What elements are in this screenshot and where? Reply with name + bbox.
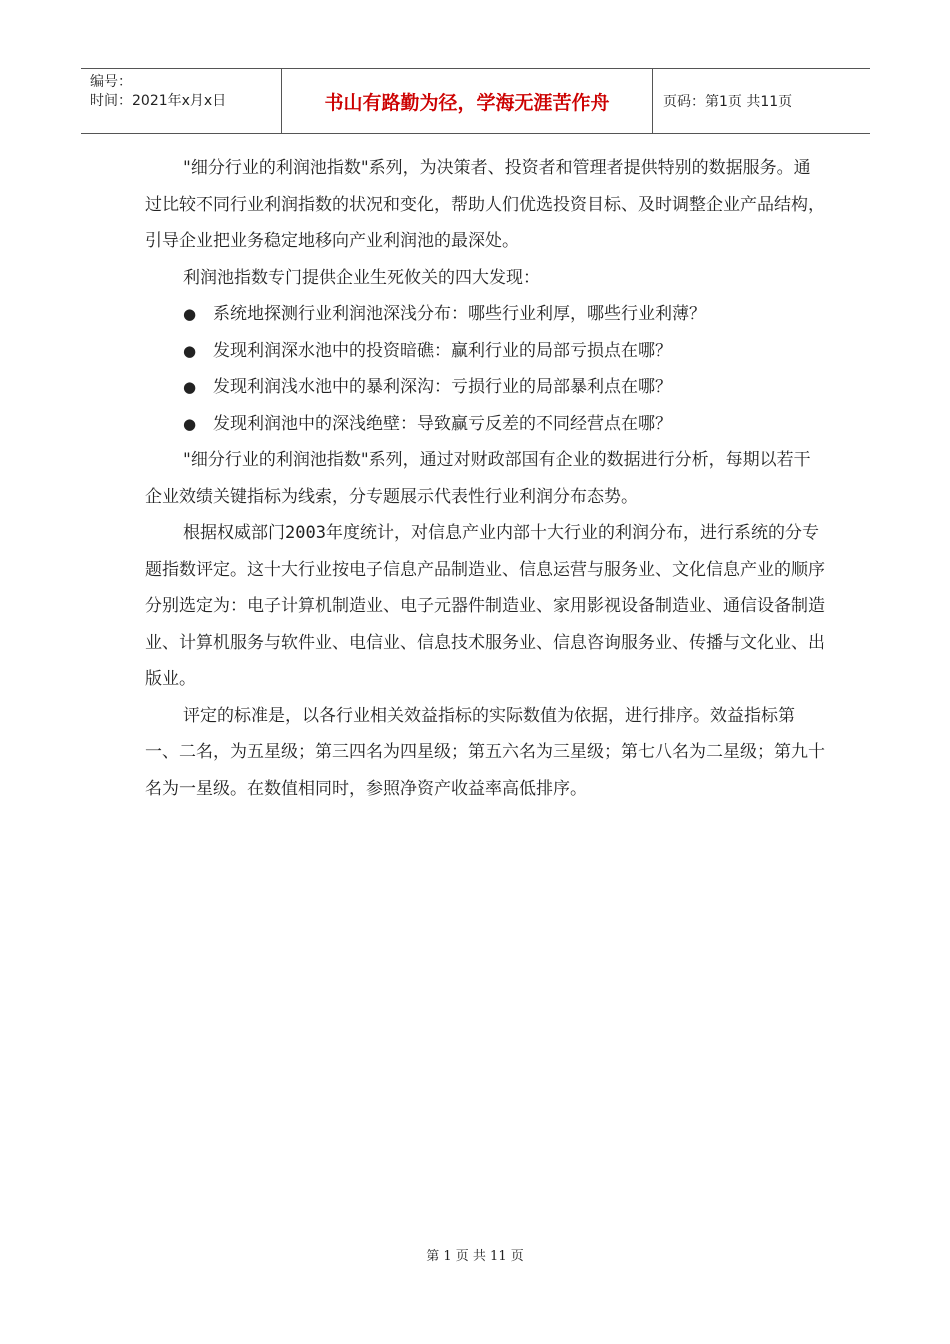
bullet-item	[145, 296, 825, 333]
criteria-paragraph: 评定的标准是，以各行业相关效益指标的实际数值为依据，进行排序。效益指标第一、二名，为五星级；第三四名为四星级；第五六名为三星级；第七八名为二星级；第九十名为一星级。在数值相同时，参照净资产收益率高低排序。	[145, 705, 825, 799]
bullet-text: 发现利润池中的深浅绝壁：导致赢亏反差的不同经营点在哪？	[213, 413, 672, 434]
bullet-text: 发现利润浅水池中的暴利深沟：亏损行业的局部暴利点在哪？	[213, 377, 672, 397]
code-label: 编号：	[90, 74, 132, 90]
header-motto: 书山有路勤为径，学海无涯苦作舟	[281, 69, 653, 133]
stats-year: 2003	[285, 523, 326, 543]
series-paragraph: "细分行业的利润池指数"系列，通过对财政部国有企业的数据进行分析，每期以若干企业效绩关键指标为线索，分专题展示代表性行业利润分布态势。	[145, 450, 811, 507]
bullet-dot-icon: ●	[183, 414, 197, 433]
bullet-item	[145, 369, 825, 406]
bullet-dot-icon: ●	[183, 341, 197, 360]
page-header	[81, 68, 870, 134]
bullet-text: 发现利润深水池中的投资暗礁：赢利行业的局部亏损点在哪？	[213, 340, 672, 361]
stats-prefix: 根据权威部门	[183, 523, 285, 543]
bullet-dot-icon: ●	[183, 378, 197, 396]
bullet-item	[145, 406, 825, 443]
findings-intro: 利润池指数专门提供企业生死攸关的四大发现：	[183, 267, 540, 288]
stats-suffix: 年度统计，对信息产业内部十大行业的利润分布，进行系统的分专题指数评定。这十大行业按电子信息产品制造业、信息运营与服务业、文化信息产业的顺序分别选定为：电子计算机制造业、电子元器件制造业、家用影视设备制造业、通信设备制造业、计算机服务与软件业、电信业、信息技术服务业、信息咨询服务业、传播与文化业、出版业。	[145, 523, 825, 689]
document-body	[145, 150, 825, 807]
time-label: 时间：2021年x月x日	[90, 93, 227, 109]
page-footer: 第 1 页 共 11 页	[426, 1249, 524, 1264]
bullet-dot-icon: ●	[183, 305, 197, 323]
bullet-text: 系统地探测行业利润池深浅分布：哪些行业利厚，哪些行业利薄？	[213, 304, 706, 324]
intro-paragraph: "细分行业的利润池指数"系列，为决策者、投资者和管理者提供特别的数据服务。通过比较不同行业利润指数的状况和变化，帮助人们优选投资目标、及时调整企业产品结构，引导企业把业务稳定地移向产业利润池的最深处。	[145, 158, 825, 251]
stats-paragraph	[145, 515, 825, 698]
header-page-info: 页码：第1页 共11页	[663, 94, 793, 110]
header-meta	[81, 69, 281, 133]
bullet-item	[145, 333, 825, 370]
